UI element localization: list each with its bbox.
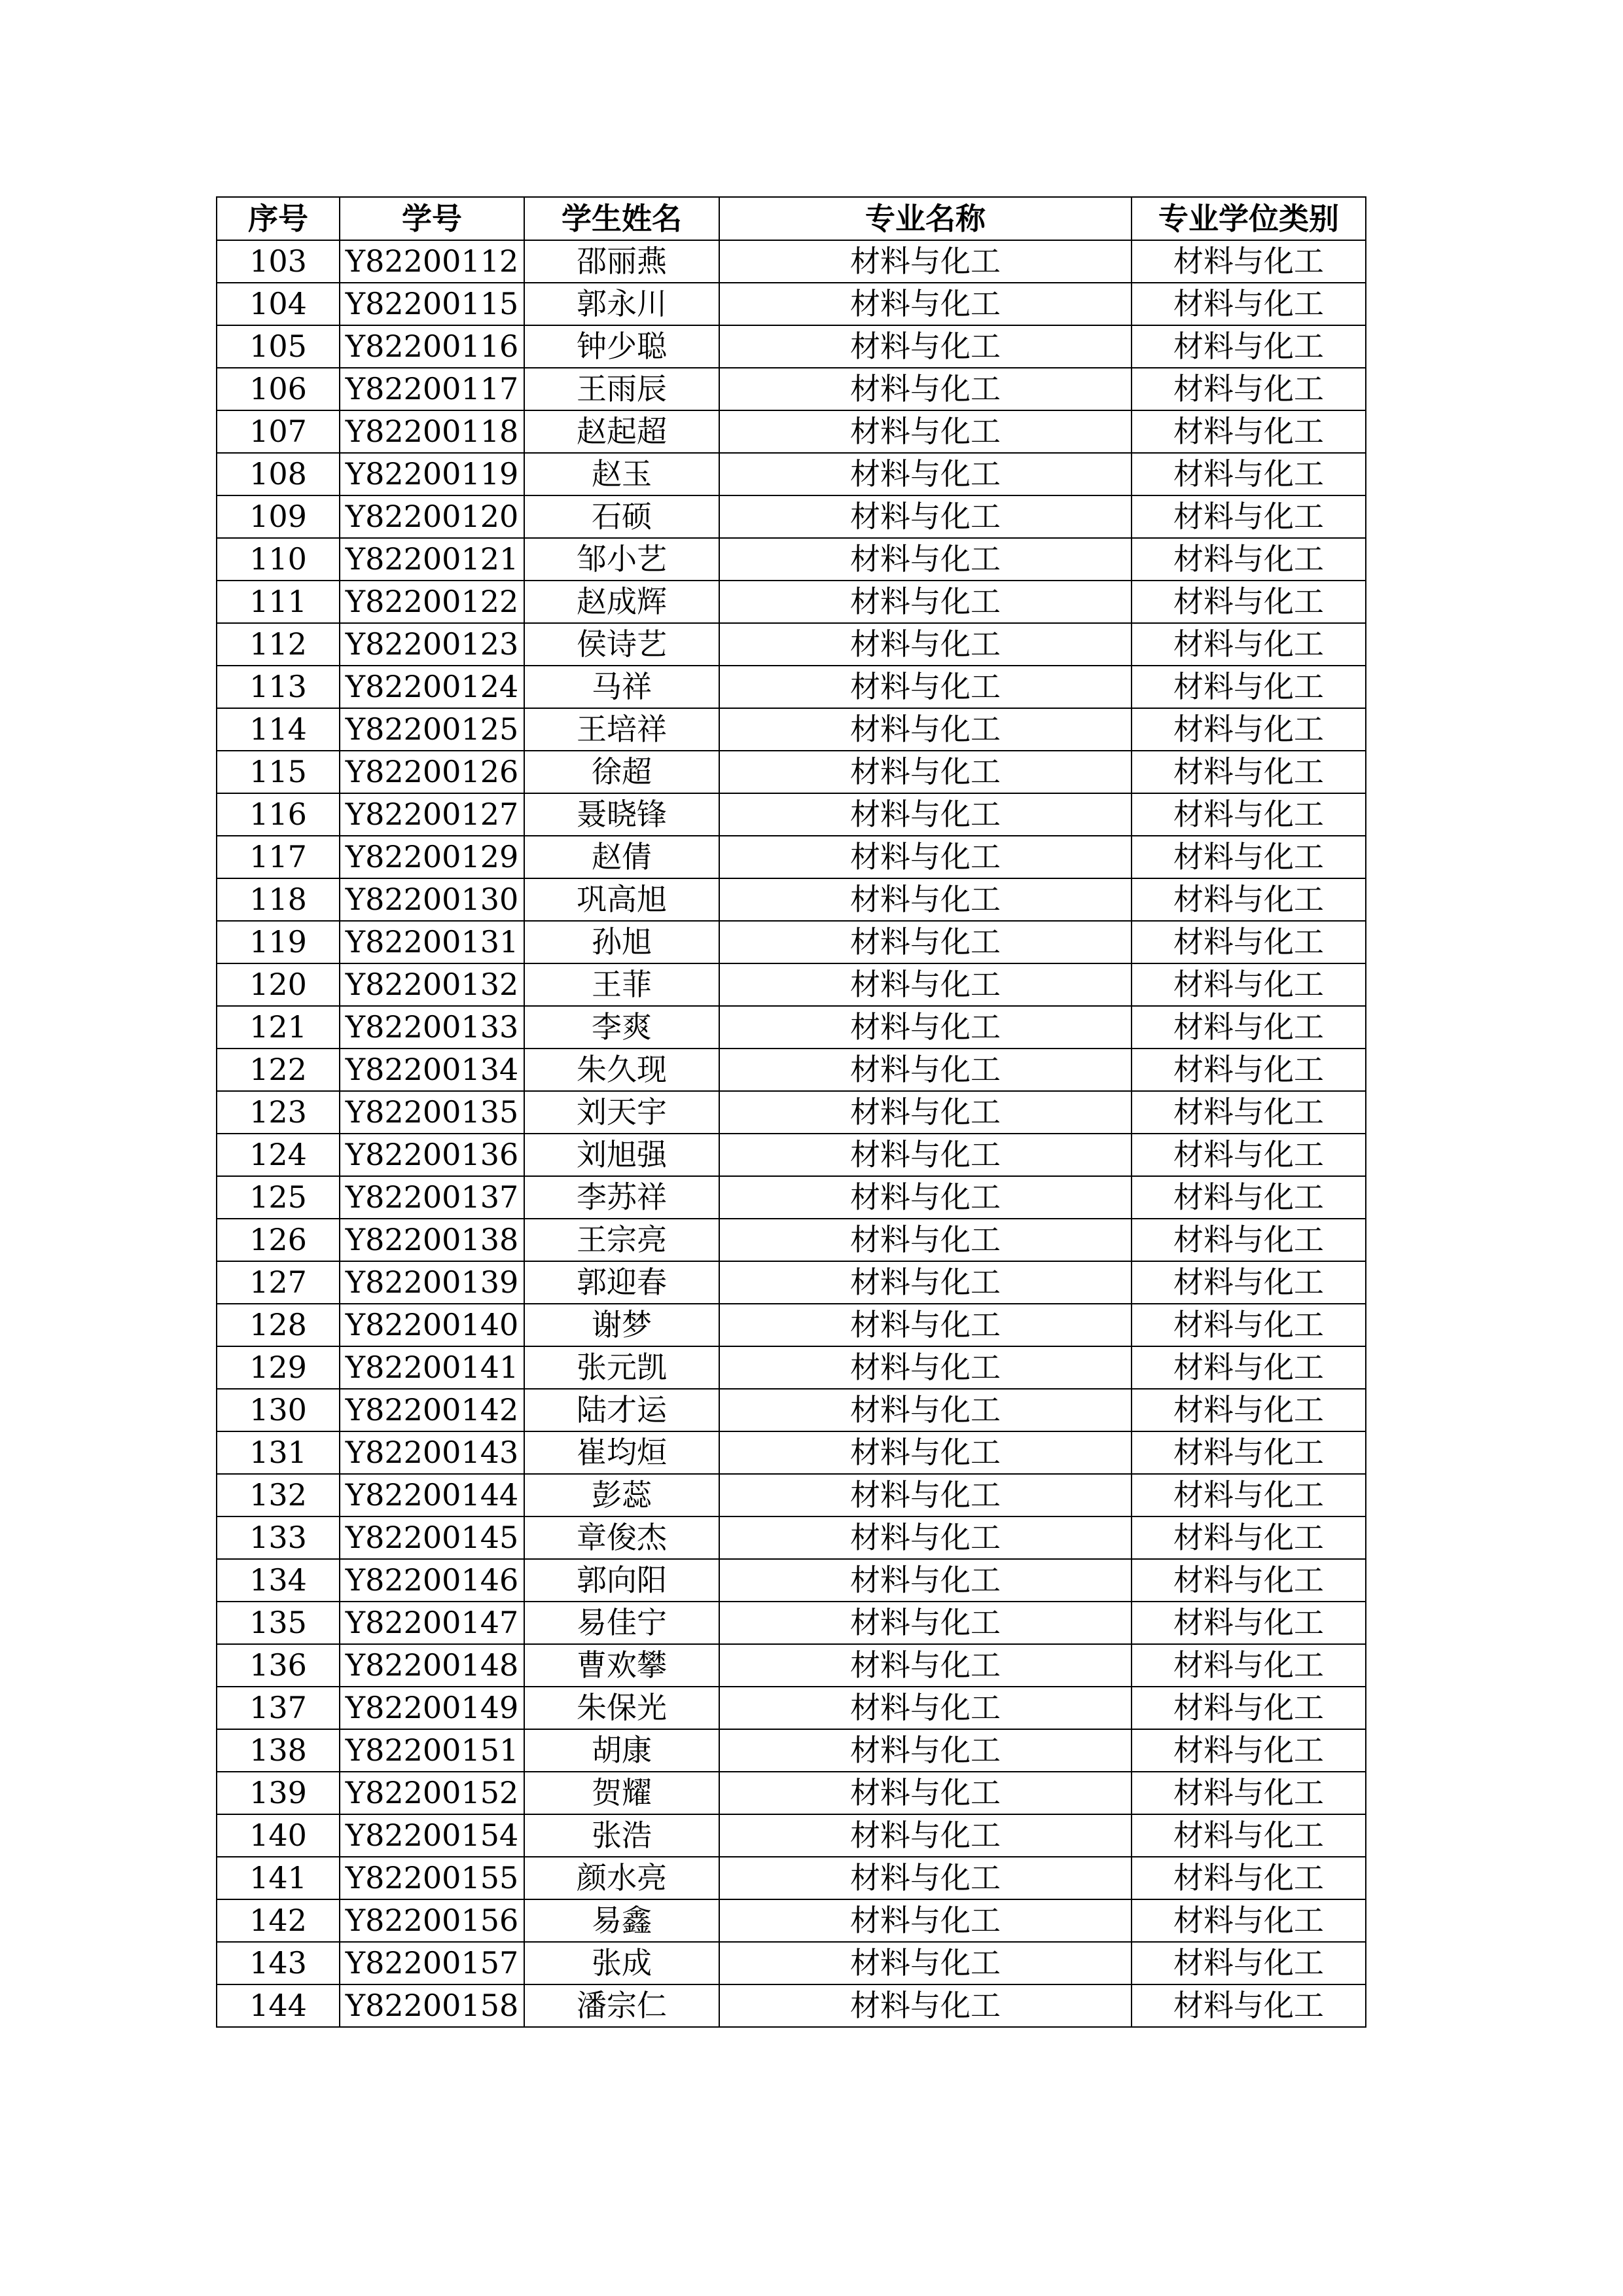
cell-degree-category: 材料与化工 bbox=[1132, 1687, 1366, 1729]
cell-major-name: 材料与化工 bbox=[719, 283, 1132, 325]
cell-student-id: Y82200142 bbox=[340, 1389, 524, 1431]
table-row bbox=[217, 878, 1366, 921]
cell-serial-number: 113 bbox=[217, 666, 340, 708]
cell-degree-category: 材料与化工 bbox=[1132, 623, 1366, 666]
table-row bbox=[217, 1219, 1366, 1261]
cell-student-id: Y82200134 bbox=[340, 1049, 524, 1091]
cell-major-name: 材料与化工 bbox=[719, 1814, 1132, 1857]
cell-major-name: 材料与化工 bbox=[719, 1899, 1132, 1942]
table-header bbox=[217, 197, 1366, 240]
cell-major-name: 材料与化工 bbox=[719, 1942, 1132, 1984]
cell-student-id: Y82200122 bbox=[340, 581, 524, 623]
cell-major-name: 材料与化工 bbox=[719, 1389, 1132, 1431]
cell-student-id: Y82200131 bbox=[340, 921, 524, 963]
cell-student-name: 章俊杰 bbox=[524, 1516, 719, 1559]
cell-serial-number: 130 bbox=[217, 1389, 340, 1431]
table-row bbox=[217, 1899, 1366, 1942]
cell-student-name: 巩高旭 bbox=[524, 878, 719, 921]
cell-student-name: 张成 bbox=[524, 1942, 719, 1984]
table-row bbox=[217, 1431, 1366, 1474]
cell-student-id: Y82200154 bbox=[340, 1814, 524, 1857]
table-row bbox=[217, 1134, 1366, 1176]
cell-student-id: Y82200115 bbox=[340, 283, 524, 325]
cell-major-name: 材料与化工 bbox=[719, 581, 1132, 623]
cell-degree-category: 材料与化工 bbox=[1132, 1049, 1366, 1091]
cell-student-name: 王菲 bbox=[524, 963, 719, 1006]
cell-major-name: 材料与化工 bbox=[719, 495, 1132, 538]
header-serial-number: 序号 bbox=[217, 197, 340, 240]
cell-degree-category: 材料与化工 bbox=[1132, 1006, 1366, 1049]
cell-serial-number: 139 bbox=[217, 1772, 340, 1814]
cell-major-name: 材料与化工 bbox=[719, 1857, 1132, 1899]
cell-student-id: Y82200155 bbox=[340, 1857, 524, 1899]
table-row bbox=[217, 708, 1366, 751]
cell-serial-number: 131 bbox=[217, 1431, 340, 1474]
table-row bbox=[217, 1857, 1366, 1899]
cell-student-id: Y82200143 bbox=[340, 1431, 524, 1474]
cell-student-id: Y82200149 bbox=[340, 1687, 524, 1729]
cell-student-name: 钟少聪 bbox=[524, 325, 719, 368]
cell-student-name: 曹欢攀 bbox=[524, 1644, 719, 1687]
cell-student-id: Y82200133 bbox=[340, 1006, 524, 1049]
cell-major-name: 材料与化工 bbox=[719, 878, 1132, 921]
cell-student-id: Y82200112 bbox=[340, 240, 524, 283]
table-row bbox=[217, 1984, 1366, 2027]
cell-student-id: Y82200152 bbox=[340, 1772, 524, 1814]
table-row bbox=[217, 1729, 1366, 1772]
cell-student-id: Y82200140 bbox=[340, 1304, 524, 1346]
cell-serial-number: 137 bbox=[217, 1687, 340, 1729]
cell-student-name: 李苏祥 bbox=[524, 1176, 719, 1219]
cell-serial-number: 108 bbox=[217, 453, 340, 495]
cell-student-id: Y82200157 bbox=[340, 1942, 524, 1984]
cell-major-name: 材料与化工 bbox=[719, 1687, 1132, 1729]
cell-serial-number: 106 bbox=[217, 368, 340, 410]
cell-degree-category: 材料与化工 bbox=[1132, 1942, 1366, 1984]
cell-degree-category: 材料与化工 bbox=[1132, 1814, 1366, 1857]
cell-student-id: Y82200123 bbox=[340, 623, 524, 666]
table-row bbox=[217, 581, 1366, 623]
cell-student-name: 郭永川 bbox=[524, 283, 719, 325]
table-row bbox=[217, 1346, 1366, 1389]
cell-serial-number: 129 bbox=[217, 1346, 340, 1389]
cell-major-name: 材料与化工 bbox=[719, 1261, 1132, 1304]
cell-degree-category: 材料与化工 bbox=[1132, 921, 1366, 963]
cell-major-name: 材料与化工 bbox=[719, 921, 1132, 963]
table-body bbox=[217, 240, 1366, 2027]
cell-serial-number: 121 bbox=[217, 1006, 340, 1049]
cell-degree-category: 材料与化工 bbox=[1132, 1559, 1366, 1602]
cell-student-id: Y82200141 bbox=[340, 1346, 524, 1389]
cell-degree-category: 材料与化工 bbox=[1132, 1389, 1366, 1431]
cell-serial-number: 104 bbox=[217, 283, 340, 325]
cell-major-name: 材料与化工 bbox=[719, 1091, 1132, 1134]
table-row bbox=[217, 1516, 1366, 1559]
cell-degree-category: 材料与化工 bbox=[1132, 240, 1366, 283]
cell-student-id: Y82200127 bbox=[340, 793, 524, 836]
cell-major-name: 材料与化工 bbox=[719, 793, 1132, 836]
cell-degree-category: 材料与化工 bbox=[1132, 1729, 1366, 1772]
cell-major-name: 材料与化工 bbox=[719, 963, 1132, 1006]
cell-student-name: 张元凯 bbox=[524, 1346, 719, 1389]
cell-degree-category: 材料与化工 bbox=[1132, 1899, 1366, 1942]
cell-student-name: 郭迎春 bbox=[524, 1261, 719, 1304]
cell-student-name: 邵丽燕 bbox=[524, 240, 719, 283]
cell-student-name: 赵倩 bbox=[524, 836, 719, 878]
header-degree-category: 专业学位类别 bbox=[1132, 197, 1366, 240]
cell-serial-number: 136 bbox=[217, 1644, 340, 1687]
cell-student-name: 崔均烜 bbox=[524, 1431, 719, 1474]
cell-degree-category: 材料与化工 bbox=[1132, 283, 1366, 325]
cell-major-name: 材料与化工 bbox=[719, 708, 1132, 751]
cell-degree-category: 材料与化工 bbox=[1132, 793, 1366, 836]
table-row bbox=[217, 1474, 1366, 1516]
cell-student-id: Y82200118 bbox=[340, 410, 524, 453]
cell-student-id: Y82200146 bbox=[340, 1559, 524, 1602]
cell-degree-category: 材料与化工 bbox=[1132, 836, 1366, 878]
cell-serial-number: 133 bbox=[217, 1516, 340, 1559]
cell-degree-category: 材料与化工 bbox=[1132, 963, 1366, 1006]
cell-degree-category: 材料与化工 bbox=[1132, 453, 1366, 495]
cell-major-name: 材料与化工 bbox=[719, 1772, 1132, 1814]
cell-student-name: 李爽 bbox=[524, 1006, 719, 1049]
table-row bbox=[217, 1176, 1366, 1219]
cell-student-id: Y82200148 bbox=[340, 1644, 524, 1687]
cell-student-name: 彭蕊 bbox=[524, 1474, 719, 1516]
cell-degree-category: 材料与化工 bbox=[1132, 1219, 1366, 1261]
cell-degree-category: 材料与化工 bbox=[1132, 666, 1366, 708]
cell-degree-category: 材料与化工 bbox=[1132, 1857, 1366, 1899]
student-roster-table bbox=[216, 196, 1366, 2028]
cell-major-name: 材料与化工 bbox=[719, 666, 1132, 708]
cell-serial-number: 118 bbox=[217, 878, 340, 921]
header-student-name: 学生姓名 bbox=[524, 197, 719, 240]
cell-degree-category: 材料与化工 bbox=[1132, 751, 1366, 793]
cell-serial-number: 144 bbox=[217, 1984, 340, 2027]
table-row bbox=[217, 453, 1366, 495]
cell-major-name: 材料与化工 bbox=[719, 1049, 1132, 1091]
cell-student-name: 王雨辰 bbox=[524, 368, 719, 410]
header-student-id: 学号 bbox=[340, 197, 524, 240]
table-row bbox=[217, 1006, 1366, 1049]
cell-serial-number: 112 bbox=[217, 623, 340, 666]
cell-degree-category: 材料与化工 bbox=[1132, 368, 1366, 410]
table-row bbox=[217, 1304, 1366, 1346]
table-row bbox=[217, 283, 1366, 325]
cell-student-id: Y82200136 bbox=[340, 1134, 524, 1176]
cell-student-name: 陆才运 bbox=[524, 1389, 719, 1431]
cell-serial-number: 114 bbox=[217, 708, 340, 751]
table-row bbox=[217, 538, 1366, 581]
cell-student-name: 刘天宇 bbox=[524, 1091, 719, 1134]
cell-student-id: Y82200121 bbox=[340, 538, 524, 581]
table-row bbox=[217, 836, 1366, 878]
cell-student-id: Y82200116 bbox=[340, 325, 524, 368]
cell-major-name: 材料与化工 bbox=[719, 1984, 1132, 2027]
cell-student-id: Y82200147 bbox=[340, 1602, 524, 1644]
cell-serial-number: 120 bbox=[217, 963, 340, 1006]
cell-major-name: 材料与化工 bbox=[719, 1346, 1132, 1389]
table-row bbox=[217, 751, 1366, 793]
cell-student-id: Y82200124 bbox=[340, 666, 524, 708]
cell-student-id: Y82200158 bbox=[340, 1984, 524, 2027]
cell-student-name: 朱久现 bbox=[524, 1049, 719, 1091]
cell-student-name: 易鑫 bbox=[524, 1899, 719, 1942]
cell-serial-number: 135 bbox=[217, 1602, 340, 1644]
cell-student-id: Y82200125 bbox=[340, 708, 524, 751]
cell-student-id: Y82200139 bbox=[340, 1261, 524, 1304]
table-row bbox=[217, 1559, 1366, 1602]
cell-student-name: 邹小艺 bbox=[524, 538, 719, 581]
cell-serial-number: 122 bbox=[217, 1049, 340, 1091]
header-major-name: 专业名称 bbox=[719, 197, 1132, 240]
cell-student-name: 朱保光 bbox=[524, 1687, 719, 1729]
table-row bbox=[217, 1602, 1366, 1644]
cell-student-name: 贺耀 bbox=[524, 1772, 719, 1814]
cell-serial-number: 140 bbox=[217, 1814, 340, 1857]
cell-degree-category: 材料与化工 bbox=[1132, 1304, 1366, 1346]
cell-student-id: Y82200144 bbox=[340, 1474, 524, 1516]
cell-major-name: 材料与化工 bbox=[719, 1602, 1132, 1644]
table-row bbox=[217, 1942, 1366, 1984]
cell-student-id: Y82200151 bbox=[340, 1729, 524, 1772]
cell-serial-number: 103 bbox=[217, 240, 340, 283]
cell-student-name: 刘旭强 bbox=[524, 1134, 719, 1176]
cell-serial-number: 124 bbox=[217, 1134, 340, 1176]
cell-major-name: 材料与化工 bbox=[719, 325, 1132, 368]
cell-major-name: 材料与化工 bbox=[719, 751, 1132, 793]
cell-serial-number: 117 bbox=[217, 836, 340, 878]
table-row bbox=[217, 1049, 1366, 1091]
cell-student-name: 颜水亮 bbox=[524, 1857, 719, 1899]
table-row bbox=[217, 495, 1366, 538]
cell-student-id: Y82200126 bbox=[340, 751, 524, 793]
cell-major-name: 材料与化工 bbox=[719, 1644, 1132, 1687]
cell-major-name: 材料与化工 bbox=[719, 623, 1132, 666]
cell-major-name: 材料与化工 bbox=[719, 1134, 1132, 1176]
cell-degree-category: 材料与化工 bbox=[1132, 878, 1366, 921]
cell-degree-category: 材料与化工 bbox=[1132, 1091, 1366, 1134]
cell-degree-category: 材料与化工 bbox=[1132, 495, 1366, 538]
table-row bbox=[217, 793, 1366, 836]
cell-serial-number: 110 bbox=[217, 538, 340, 581]
table-row bbox=[217, 325, 1366, 368]
cell-major-name: 材料与化工 bbox=[719, 453, 1132, 495]
cell-major-name: 材料与化工 bbox=[719, 368, 1132, 410]
cell-student-id: Y82200135 bbox=[340, 1091, 524, 1134]
cell-student-name: 胡康 bbox=[524, 1729, 719, 1772]
cell-student-id: Y82200138 bbox=[340, 1219, 524, 1261]
cell-degree-category: 材料与化工 bbox=[1132, 1984, 1366, 2027]
cell-degree-category: 材料与化工 bbox=[1132, 1261, 1366, 1304]
cell-major-name: 材料与化工 bbox=[719, 836, 1132, 878]
cell-student-id: Y82200156 bbox=[340, 1899, 524, 1942]
cell-major-name: 材料与化工 bbox=[719, 1729, 1132, 1772]
cell-degree-category: 材料与化工 bbox=[1132, 581, 1366, 623]
cell-serial-number: 123 bbox=[217, 1091, 340, 1134]
cell-student-id: Y82200129 bbox=[340, 836, 524, 878]
cell-major-name: 材料与化工 bbox=[719, 1176, 1132, 1219]
cell-student-name: 张浩 bbox=[524, 1814, 719, 1857]
cell-serial-number: 127 bbox=[217, 1261, 340, 1304]
cell-serial-number: 142 bbox=[217, 1899, 340, 1942]
table-row bbox=[217, 1091, 1366, 1134]
cell-student-id: Y82200120 bbox=[340, 495, 524, 538]
table-row bbox=[217, 623, 1366, 666]
cell-degree-category: 材料与化工 bbox=[1132, 1772, 1366, 1814]
cell-degree-category: 材料与化工 bbox=[1132, 1346, 1366, 1389]
cell-major-name: 材料与化工 bbox=[719, 410, 1132, 453]
table-row bbox=[217, 368, 1366, 410]
cell-student-name: 徐超 bbox=[524, 751, 719, 793]
table-row bbox=[217, 963, 1366, 1006]
cell-major-name: 材料与化工 bbox=[719, 1006, 1132, 1049]
cell-degree-category: 材料与化工 bbox=[1132, 410, 1366, 453]
cell-student-name: 谢梦 bbox=[524, 1304, 719, 1346]
cell-degree-category: 材料与化工 bbox=[1132, 1516, 1366, 1559]
cell-degree-category: 材料与化工 bbox=[1132, 708, 1366, 751]
cell-serial-number: 119 bbox=[217, 921, 340, 963]
cell-serial-number: 138 bbox=[217, 1729, 340, 1772]
cell-student-name: 赵玉 bbox=[524, 453, 719, 495]
document-page bbox=[216, 196, 1365, 2028]
cell-serial-number: 116 bbox=[217, 793, 340, 836]
cell-student-name: 赵成辉 bbox=[524, 581, 719, 623]
cell-serial-number: 115 bbox=[217, 751, 340, 793]
cell-student-id: Y82200132 bbox=[340, 963, 524, 1006]
cell-serial-number: 134 bbox=[217, 1559, 340, 1602]
cell-student-name: 易佳宁 bbox=[524, 1602, 719, 1644]
cell-student-name: 石硕 bbox=[524, 495, 719, 538]
table-row bbox=[217, 410, 1366, 453]
header-row bbox=[217, 197, 1366, 240]
table-row bbox=[217, 1687, 1366, 1729]
cell-student-name: 赵起超 bbox=[524, 410, 719, 453]
cell-major-name: 材料与化工 bbox=[719, 1219, 1132, 1261]
table-row bbox=[217, 240, 1366, 283]
cell-degree-category: 材料与化工 bbox=[1132, 1474, 1366, 1516]
table-row bbox=[217, 1814, 1366, 1857]
table-row bbox=[217, 666, 1366, 708]
cell-degree-category: 材料与化工 bbox=[1132, 538, 1366, 581]
cell-student-name: 马祥 bbox=[524, 666, 719, 708]
table-row bbox=[217, 1261, 1366, 1304]
cell-serial-number: 126 bbox=[217, 1219, 340, 1261]
cell-degree-category: 材料与化工 bbox=[1132, 1644, 1366, 1687]
table-row bbox=[217, 1389, 1366, 1431]
cell-student-name: 潘宗仁 bbox=[524, 1984, 719, 2027]
cell-student-id: Y82200137 bbox=[340, 1176, 524, 1219]
cell-degree-category: 材料与化工 bbox=[1132, 1602, 1366, 1644]
cell-serial-number: 143 bbox=[217, 1942, 340, 1984]
table-row bbox=[217, 1644, 1366, 1687]
cell-student-id: Y82200130 bbox=[340, 878, 524, 921]
cell-major-name: 材料与化工 bbox=[719, 1516, 1132, 1559]
cell-serial-number: 128 bbox=[217, 1304, 340, 1346]
cell-major-name: 材料与化工 bbox=[719, 1431, 1132, 1474]
cell-student-name: 王培祥 bbox=[524, 708, 719, 751]
cell-serial-number: 107 bbox=[217, 410, 340, 453]
table-row bbox=[217, 921, 1366, 963]
cell-serial-number: 141 bbox=[217, 1857, 340, 1899]
cell-serial-number: 125 bbox=[217, 1176, 340, 1219]
cell-student-name: 孙旭 bbox=[524, 921, 719, 963]
cell-degree-category: 材料与化工 bbox=[1132, 1134, 1366, 1176]
cell-degree-category: 材料与化工 bbox=[1132, 1176, 1366, 1219]
cell-serial-number: 105 bbox=[217, 325, 340, 368]
cell-major-name: 材料与化工 bbox=[719, 240, 1132, 283]
cell-student-name: 郭向阳 bbox=[524, 1559, 719, 1602]
cell-degree-category: 材料与化工 bbox=[1132, 1431, 1366, 1474]
cell-serial-number: 109 bbox=[217, 495, 340, 538]
cell-major-name: 材料与化工 bbox=[719, 1474, 1132, 1516]
cell-student-name: 聂晓锋 bbox=[524, 793, 719, 836]
cell-serial-number: 111 bbox=[217, 581, 340, 623]
cell-student-id: Y82200117 bbox=[340, 368, 524, 410]
cell-student-name: 侯诗艺 bbox=[524, 623, 719, 666]
cell-major-name: 材料与化工 bbox=[719, 1304, 1132, 1346]
cell-serial-number: 132 bbox=[217, 1474, 340, 1516]
cell-major-name: 材料与化工 bbox=[719, 538, 1132, 581]
cell-student-id: Y82200119 bbox=[340, 453, 524, 495]
cell-student-name: 王宗亮 bbox=[524, 1219, 719, 1261]
table-row bbox=[217, 1772, 1366, 1814]
cell-degree-category: 材料与化工 bbox=[1132, 325, 1366, 368]
cell-student-id: Y82200145 bbox=[340, 1516, 524, 1559]
cell-major-name: 材料与化工 bbox=[719, 1559, 1132, 1602]
